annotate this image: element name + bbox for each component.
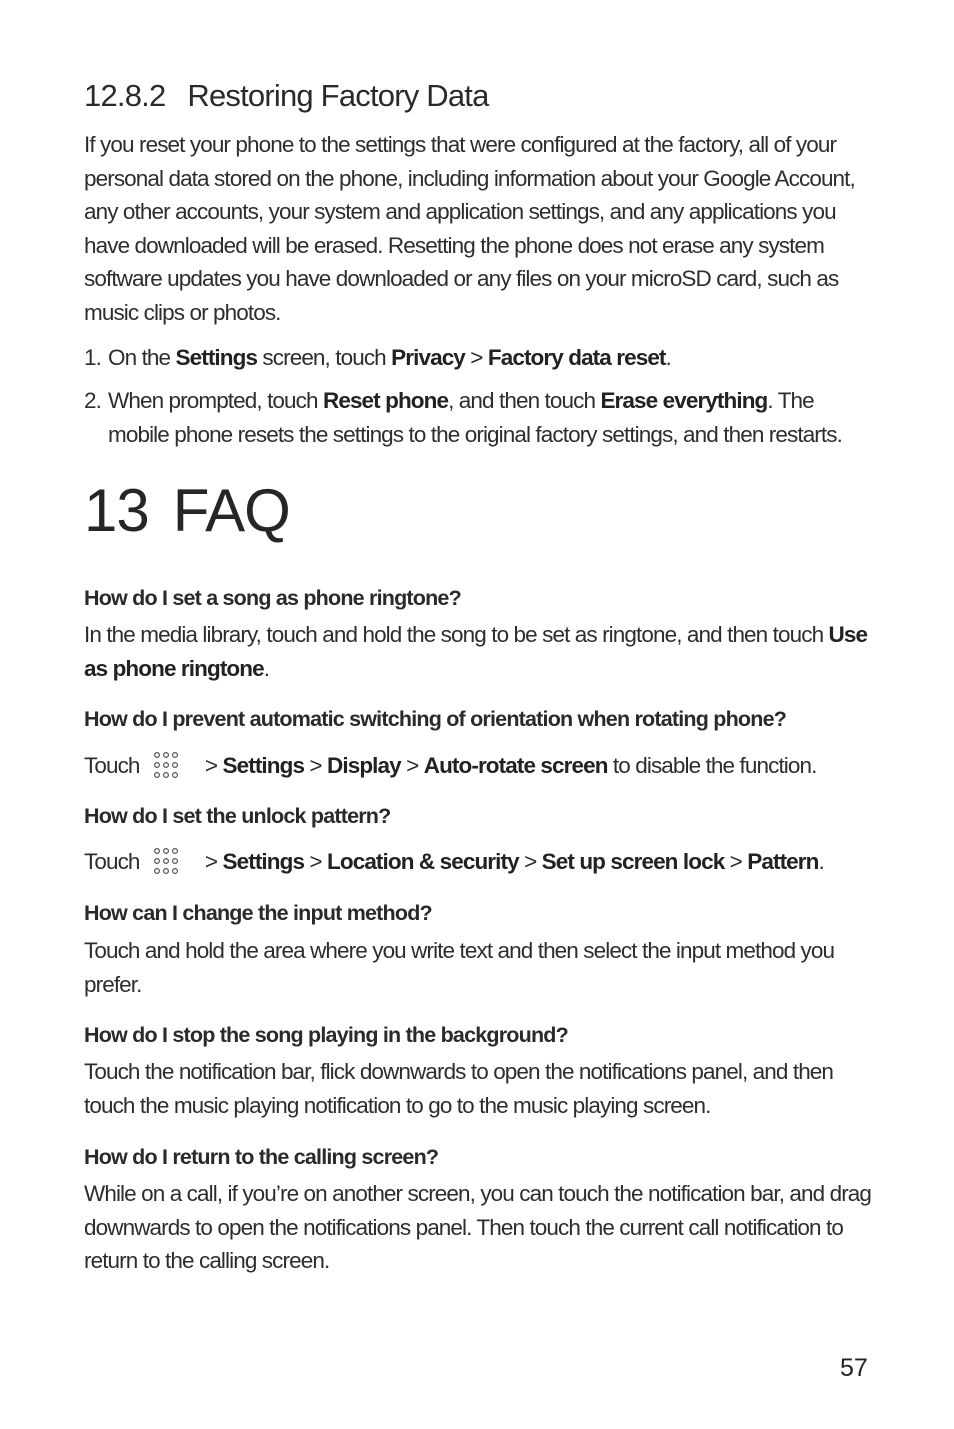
path-separator: > <box>400 753 424 778</box>
display-term: Display <box>327 753 401 778</box>
step-1 <box>84 341 874 375</box>
auto-rotate-term: Auto-rotate screen <box>423 753 608 778</box>
faq-question: How do I set the unlock pattern? <box>84 804 391 828</box>
answer-text: Touch <box>84 849 140 874</box>
settings-term: Settings <box>175 345 258 370</box>
faq-answer <box>84 749 874 783</box>
settings-term: Settings <box>222 753 305 778</box>
settings-term: Settings <box>222 849 305 874</box>
location-security-term: Location & security <box>327 849 519 874</box>
app-grid-icon <box>152 847 186 877</box>
faq-answer <box>84 618 874 685</box>
erase-everything-term: Erase everything <box>600 388 768 413</box>
step-text: screen, touch <box>257 345 392 370</box>
app-grid-icon <box>152 751 186 781</box>
answer-text: Touch <box>84 753 140 778</box>
faq-question: How do I set a song as phone ringtone? <box>84 586 461 610</box>
step-index: 2. <box>84 388 101 413</box>
chapter-title <box>84 476 290 545</box>
faq-question: How do I stop the song playing in the background? <box>84 1023 568 1047</box>
reset-phone-term: Reset phone <box>322 388 449 413</box>
set-up-screen-lock-term: Set up screen lock <box>541 849 725 874</box>
privacy-term: Privacy <box>391 345 465 370</box>
faq-question: How do I prevent automatic switching of orientation when rotating phone? <box>84 707 787 731</box>
answer-text: . <box>263 655 270 681</box>
use-as-ringtone-term: Use as phone ringtone <box>84 622 868 681</box>
path-separator: > <box>518 849 542 874</box>
pattern-term: Pattern <box>747 849 819 874</box>
faq-question: How can I change the input method? <box>84 901 432 925</box>
step-text: . The mobile phone resets the settings to the original factory settings, and then restarts. <box>108 388 842 447</box>
step-2 <box>84 384 874 451</box>
factory-data-reset-term: Factory data reset <box>487 345 666 370</box>
step-text: On the <box>108 345 176 370</box>
faq-answer: While on a call, if you’re on another screen, you can touch the notification bar, and drag downwards to open the notifications panel. Then touch the current call notification to return to the calling screen. <box>84 1181 872 1274</box>
step-text: When prompted, touch <box>108 388 323 413</box>
faq-answer: Touch and hold the area where you write text and then select the input method you prefer. <box>84 938 835 997</box>
chapter-number: 13 <box>84 477 149 544</box>
path-separator: > <box>199 849 223 874</box>
answer-text: In the media library, touch and hold the song to be set as ringtone, and then touch <box>84 622 829 647</box>
step-text: . <box>665 345 671 370</box>
page-number: 57 <box>840 1354 868 1382</box>
answer-text: . <box>818 849 824 874</box>
path-separator: > <box>304 849 328 874</box>
faq-answer: Touch the notification bar, flick downwards to open the notifications panel, and then touch the music playing notification to go to the music playing screen. <box>84 1059 834 1118</box>
faq-answer <box>84 845 874 879</box>
faq-question: How do I return to the calling screen? <box>84 1145 439 1169</box>
answer-text: to disable the function. <box>607 753 817 778</box>
section-intro: If you reset your phone to the settings that were configured at the factory, all of your personal data stored on the phone, including information about your Google Account, any other accounts, your system and application settings, and any applications you have downloaded will be erased. Resetting the phone does not erase any system software updates you have downloaded or any files on your microSD card, such as music clips or photos. <box>84 132 855 325</box>
section-title <box>84 78 489 114</box>
section-number: 12.8.2 <box>84 78 166 113</box>
step-separator: > <box>464 345 488 370</box>
path-separator: > <box>199 753 223 778</box>
path-separator: > <box>724 849 748 874</box>
section-title-text: Restoring Factory Data <box>187 78 489 113</box>
step-text: , and then touch <box>448 388 601 413</box>
chapter-title-text: FAQ <box>172 477 290 544</box>
step-index: 1. <box>84 345 101 370</box>
path-separator: > <box>304 753 328 778</box>
